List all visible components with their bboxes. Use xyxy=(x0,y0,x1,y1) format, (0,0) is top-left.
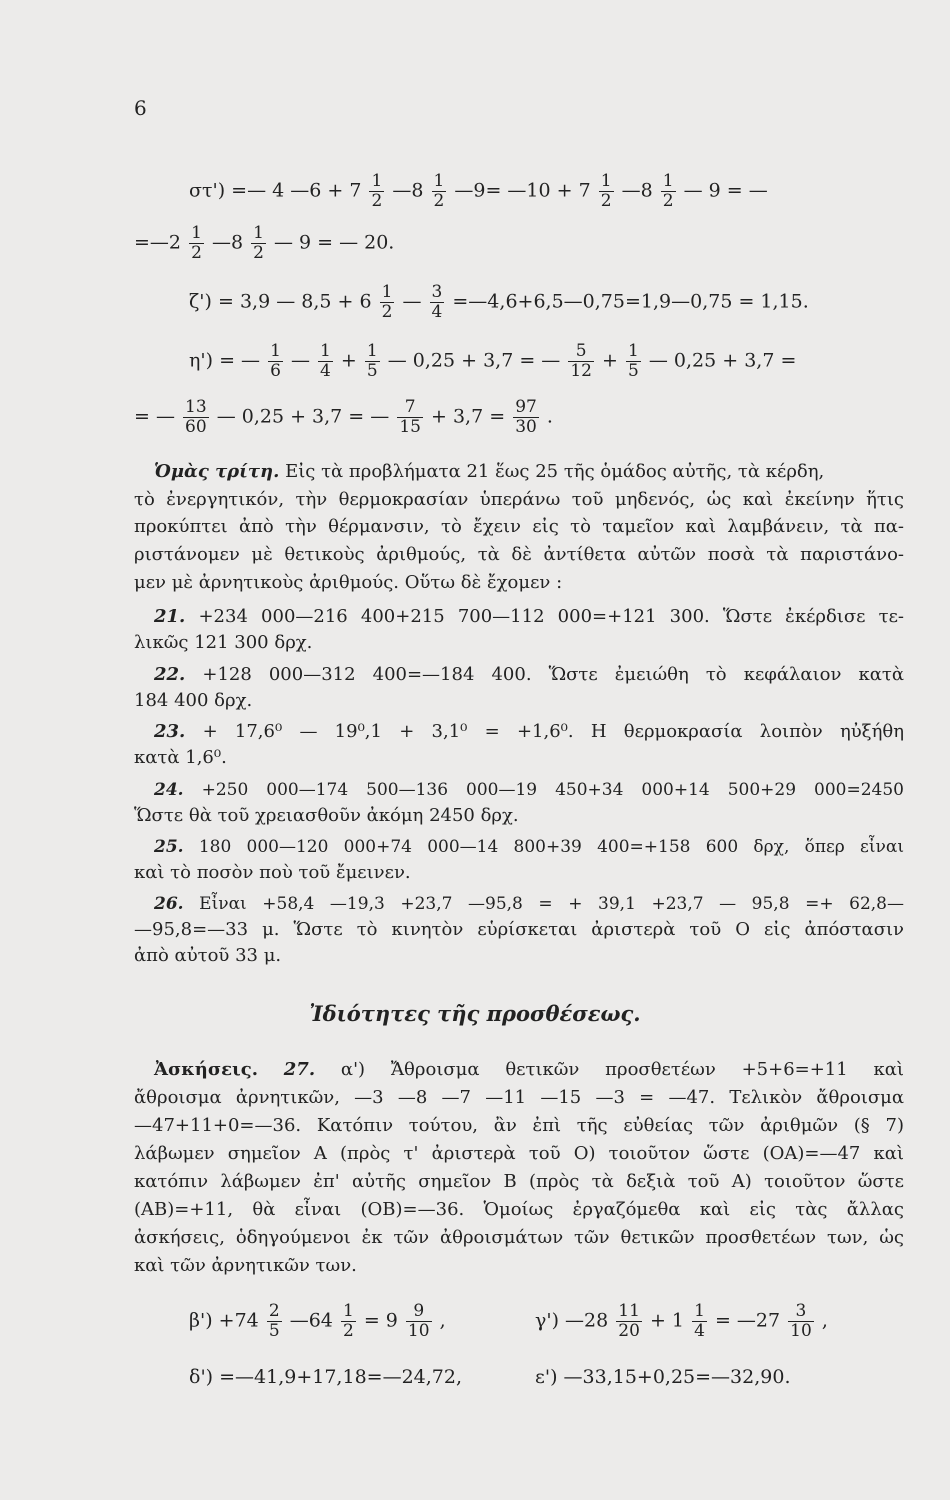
fraction: $\frac{1}{2}$ xyxy=(433,171,445,211)
fraction: $\frac{1}{2}$ xyxy=(191,223,202,263)
math-text: — 0,25 + 3,7 = — xyxy=(216,405,390,428)
equation-label: η') xyxy=(189,349,214,372)
answer-label: β') xyxy=(189,1309,213,1332)
problem-26-line1 xyxy=(154,892,904,916)
equation-label: στ') xyxy=(189,179,226,202)
problem-26-line3: ἀπὸ αὐτοῦ 33 μ. xyxy=(134,945,282,966)
problem-23-line1 xyxy=(154,720,904,744)
exercise-number: 27. xyxy=(283,1059,316,1080)
problem-text: 180 000—120 000+74 000—14 800+39 400=+158 600 δρχ, ὅπερ εἶναι xyxy=(198,837,904,857)
paragraph-text: Εἰς τὰ προβλήματα 21 ἕως 25 τῆς ὁμάδος αὐτῆς, τὰ κέρδη, xyxy=(285,461,825,482)
math-text: = — xyxy=(219,349,261,372)
math-text: — 9 = — 20. xyxy=(273,231,395,254)
fraction: $\frac{1}{4}$ xyxy=(694,1301,705,1341)
problem-22-line1 xyxy=(154,663,904,687)
fraction: $\frac{11}{20}$ xyxy=(618,1301,640,1341)
problem-number: 26. xyxy=(154,894,184,914)
math-text: —64 xyxy=(289,1309,333,1332)
math-text: — 0,25 + 3,7 = — xyxy=(387,349,561,372)
exercise-27-line2: ἄθροισμα ἀρνητικῶν, —3 —8 —7 —11 —15 —3 = —47. Τελικὸν ἄθροισμα xyxy=(134,1087,904,1108)
math-text: + 3,7 = xyxy=(431,405,506,428)
fraction: $\frac{3}{4}$ xyxy=(431,282,443,322)
fraction: $\frac{97}{30}$ xyxy=(515,397,537,437)
page-number: 6 xyxy=(134,96,147,120)
problem-24-line2: Ὥστε θὰ τοῦ χρειασθοῦν ἀκόμη 2450 δρχ. xyxy=(134,805,519,826)
math-text: —8 xyxy=(211,231,244,254)
math-text: + 1 xyxy=(649,1309,685,1332)
fraction: $\frac{1}{2}$ xyxy=(342,1301,354,1341)
math-text: — xyxy=(290,349,310,372)
math-text: —8 xyxy=(392,179,424,202)
fraction: $\frac{1}{4}$ xyxy=(320,341,331,381)
problem-text: + 17,6⁰ — 19⁰,1 + 3,1⁰ = +1,6⁰. Η θερμοκρασία λοιπὸν ηὐξήθη xyxy=(202,721,904,742)
equation-h-line2 xyxy=(134,398,553,437)
group3-line5: μεν μὲ ἀρνητικοὺς ἀριθμούς. Οὕτω δὲ ἔχομεν : xyxy=(134,572,563,593)
exercise-text: α') Ἄθροισμα θετικῶν προσθετέων +5+6=+11 καὶ xyxy=(340,1059,904,1080)
equation-st-line1 xyxy=(189,172,768,211)
problem-number: 21. xyxy=(154,606,186,627)
group3-line1 xyxy=(154,460,824,484)
exercise-27-line6: (ΑΒ)=+11, θὰ εἶναι (ΟΒ)=—36. Ὁμοίως ἐργαζόμεθα καὶ εἰς τὰς ἄλλας xyxy=(134,1199,904,1220)
math-text: = — xyxy=(134,405,175,428)
problem-21-line1 xyxy=(154,605,904,629)
problem-number: 25. xyxy=(154,837,184,857)
answer-b xyxy=(189,1302,446,1341)
problem-21-line2: λικῶς 121 300 δρχ. xyxy=(134,632,313,653)
fraction: $\frac{1}{2}$ xyxy=(381,282,393,322)
fraction: $\frac{1}{2}$ xyxy=(253,223,264,263)
math-text: + xyxy=(340,349,357,372)
fraction: $\frac{1}{6}$ xyxy=(270,341,281,381)
problem-24-line1 xyxy=(154,778,904,802)
equation-st-line2 xyxy=(134,224,394,263)
math-text: = 9 xyxy=(363,1309,398,1332)
math-text: —8 xyxy=(621,179,653,202)
fraction: $\frac{7}{15}$ xyxy=(399,397,421,437)
group3-line3: προκύπτει ἀπὸ τὴν θέρμανσιν, τὸ ἔχειν εἰς τὸ ταμεῖον καὶ λαμβάνειν, τὰ πα- xyxy=(134,516,904,537)
math-text: +74 xyxy=(218,1309,259,1332)
math-text: + xyxy=(602,349,618,372)
problem-25-line2: καὶ τὸ ποσὸν ποὺ τοῦ ἔμεινεν. xyxy=(134,862,411,883)
problem-number: 23. xyxy=(154,721,186,742)
problem-23-line2: κατὰ 1,6⁰. xyxy=(134,747,227,768)
equation-z xyxy=(189,283,809,322)
group3-line4: ριστάνομεν μὲ θετικοὺς ἀριθμούς, τὰ δὲ ἀντίθετα αὐτῶν ποσὰ τὰ παριστάνο- xyxy=(134,544,904,565)
problem-number: 22. xyxy=(154,664,186,685)
exercise-27-line3: —47+11+0=—36. Κατόπιν τούτου, ἂν ἐπὶ τῆς εὐθείας τῶν ἀριθμῶν (§ 7) xyxy=(134,1115,904,1136)
math-text: , xyxy=(821,1309,828,1332)
math-text: =—4,6+6,5—0,75=1,9—0,75 = 1,15. xyxy=(452,290,809,313)
math-text: —28 xyxy=(565,1309,609,1332)
fraction: $\frac{1}{2}$ xyxy=(600,171,612,211)
fraction: $\frac{2}{5}$ xyxy=(268,1301,280,1341)
math-text: — 0,25 + 3,7 = xyxy=(648,349,797,372)
exercise-27-line4: λάβωμεν σημεῖον Α (πρὸς τ' ἀριστερὰ τοῦ Ο) τοιοῦτον ὥστε (ΟΑ)=—47 καὶ xyxy=(134,1143,904,1164)
exercise-27-line7: ἀσκήσεις, ὁδηγούμενοι ἐκ τῶν ἀθροισμάτων τῶν θετικῶν προσθετέων των, ὡς xyxy=(134,1227,904,1248)
fraction: $\frac{5}{12}$ xyxy=(570,341,592,381)
math-text: =—2 xyxy=(134,231,182,254)
equation-h-line1 xyxy=(189,342,796,381)
answer-e: ε') —33,15+0,25=—32,90. xyxy=(535,1366,791,1388)
group3-heading: Ὁμὰς τρίτη. xyxy=(154,461,280,482)
problem-22-line2: 184 400 δρχ. xyxy=(134,690,253,711)
fraction: $\frac{1}{5}$ xyxy=(628,341,639,381)
exercise-27-line1 xyxy=(154,1058,904,1082)
math-text: , xyxy=(439,1309,446,1332)
math-text: — xyxy=(402,290,422,313)
problem-text: +128 000—312 400=—184 400. Ὥστε ἐμειώθη τὸ κεφάλαιον κατὰ xyxy=(202,664,904,685)
math-text: — 9 = — xyxy=(683,179,768,202)
math-text: = —27 xyxy=(714,1309,781,1332)
problem-number: 24. xyxy=(154,780,184,800)
section-title: Ἰδιότητες τῆς προσθέσεως. xyxy=(309,1001,641,1026)
fraction: $\frac{1}{2}$ xyxy=(371,171,383,211)
answer-g xyxy=(535,1302,828,1341)
fraction: $\frac{13}{60}$ xyxy=(185,397,207,437)
problem-26-line2: —95,8=—33 μ. Ὥστε τὸ κινητὸν εὑρίσκεται ἀριστερὰ τοῦ Ο εἰς ἀπόστασιν xyxy=(134,919,904,940)
problem-text: Εἶναι +58,4 —19,3 +23,7 —95,8 = + 39,1 +23,7 — 95,8 =+ 62,8— xyxy=(199,894,904,914)
fraction: $\frac{9}{10}$ xyxy=(407,1301,430,1341)
fraction: $\frac{3}{10}$ xyxy=(790,1301,812,1341)
fraction: $\frac{1}{5}$ xyxy=(366,341,378,381)
math-text: —9= —10 + 7 xyxy=(454,179,591,202)
math-text: = 3,9 — 8,5 + 6 xyxy=(217,290,372,313)
answer-label: γ') xyxy=(535,1309,559,1332)
fraction: $\frac{1}{2}$ xyxy=(662,171,674,211)
math-text: . xyxy=(546,405,553,428)
equation-label: ζ') xyxy=(189,290,212,313)
problem-25-line1 xyxy=(154,835,904,859)
exercises-label: Ἀσκήσεις. xyxy=(154,1059,258,1080)
group3-line2: τὸ ἐνεργητικόν, τὴν θερμοκρασίαν ὑπεράνω τοῦ μηδενός, ὡς καὶ ἐκείνην ἥτις xyxy=(134,489,904,510)
answer-d: δ') =—41,9+17,18=—24,72, xyxy=(189,1366,463,1388)
exercise-27-line8: καὶ τῶν ἀρνητικῶν των. xyxy=(134,1255,357,1276)
problem-text: +250 000—174 500—136 000—19 450+34 000+14 500+29 000=2450 xyxy=(201,780,904,800)
exercise-27-line5: κατόπιν λάβωμεν ἐπ' αὐτῆς σημεῖον Β (πρὸς τὰ δεξιὰ τοῦ Α) τοιοῦτον ὥστε xyxy=(134,1171,904,1192)
math-text: =— 4 —6 + 7 xyxy=(231,179,362,202)
problem-text: +234 000—216 400+215 700—112 000=+121 300. Ὥστε ἐκέρδισε τε- xyxy=(198,606,904,627)
